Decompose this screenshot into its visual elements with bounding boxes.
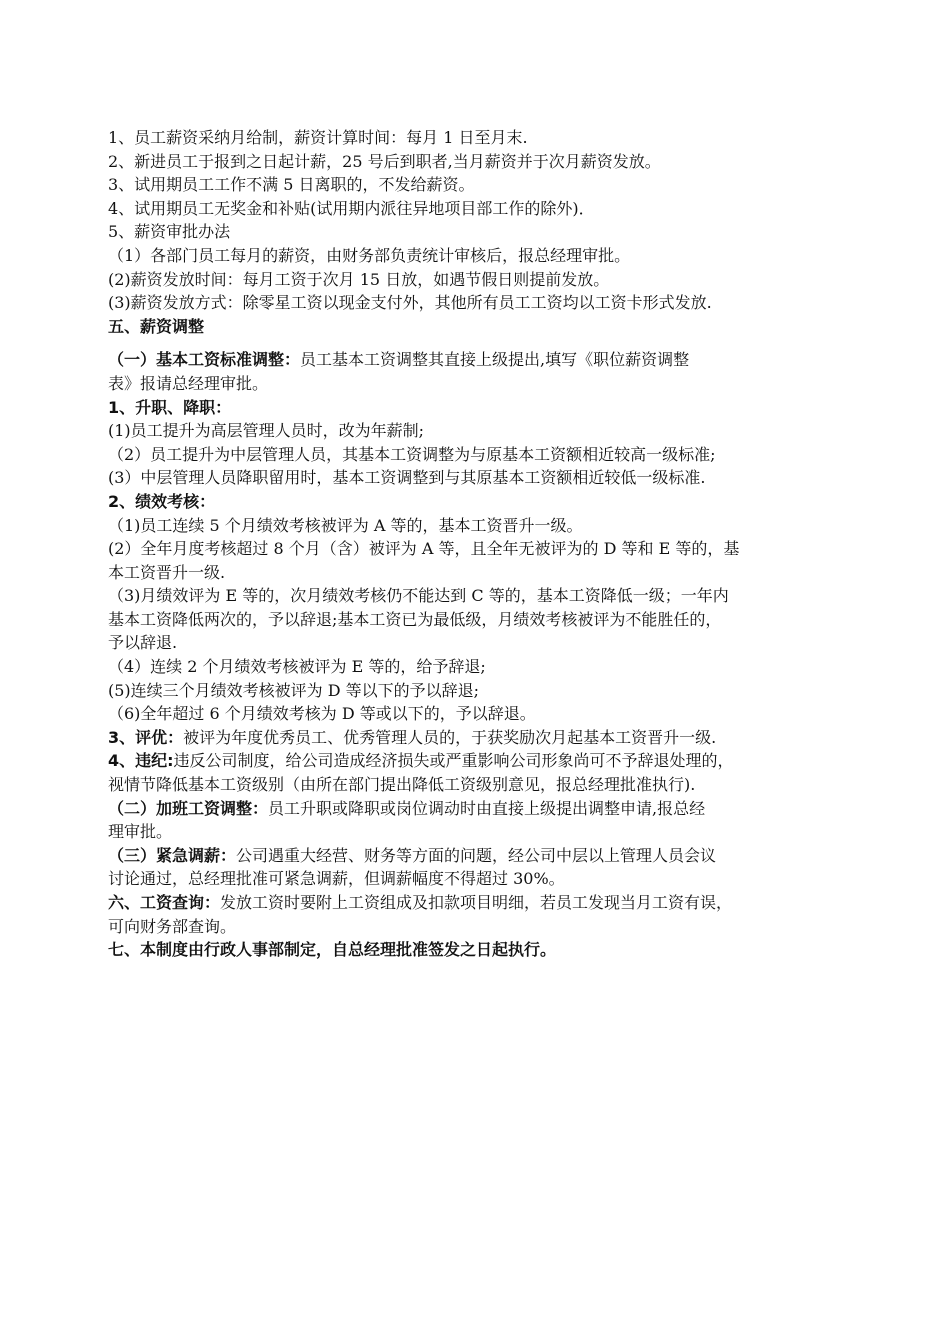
para-probation-bonus: 4、试用期员工无奖金和补贴(试用期内派往异地项目部工作的除外)． [108,198,595,218]
base-salary-adjust-title: （一）基本工资标准调整： [108,350,301,370]
para-promotion-2: （2）员工提升为中层管理人员，其基本工资调整为与原基本工资额相近较高一级标准; [108,444,716,464]
para-performance-5: (5)连续三个月绩效考核被评为 D 等以下的予以辞退; [108,680,480,700]
discipline-text: 违反公司制度，给公司造成经济损失或严重影响公司形象尚可不予辞退处理的， [173,751,734,771]
para-approval-2: (2)薪资发放时间：每月工资于次月 15 日放，如遇节假日则提前发放。 [108,269,610,289]
urgent-adjust-text: 公司遇重大经营、财务等方面的问题，经公司中层以上管理人员会议 [236,845,717,865]
para-promotion-3: (3）中层管理人员降职留用时，基本工资调整到与其原基本工资额相近较低一级标准. [108,468,706,488]
para-performance-4: （4）连续 2 个月绩效考核被评为 E 等的，给予辞退; [108,657,486,677]
para-overtime-adjust [108,797,844,821]
heading-salary-adjustment: 五、薪资调整 [108,316,205,336]
heading-promotion: 1、升职、降职： [108,397,232,417]
para-approval-3: (3)薪资发放方式：除零星工资以现金支付外，其他所有员工工资均以工资卡形式发放. [108,293,712,313]
excellence-text: 被评为年度优秀员工、优秀管理人员的，于获奖励次月起基本工资晋升一级. [183,727,717,747]
para-performance-6: （6)全年超过 6 个月绩效考核为 D 等或以下的，予以辞退。 [108,704,536,724]
salary-inquiry-text: 发放工资时要附上工资组成及扣款项目明细，若员工发现当月工资有误， [220,893,733,912]
urgent-adjust-title: （三）紧急调薪： [108,845,237,865]
document-body [108,126,844,962]
para-performance-3-end: 予以辞退. [108,633,178,653]
para-discipline [108,749,844,773]
para-performance-3-cont: 基本工资降低两次的，予以辞退;基本工资已为最低级，月绩效考核被评为不能胜任的， [108,609,722,629]
para-discipline-cont: 视情节降低基本工资级别（由所在部门提出降低工资级别意见，报总经理批准执行). [108,775,696,795]
para-excellence [108,726,844,750]
para-approval-method: 5、薪资审批办法 [108,222,231,242]
para-urgent-adjust-cont: 讨论通过，总经理批准可紧急调薪，但调薪幅度不得超过 30%。 [108,869,565,889]
para-approval-1: （1）各部门员工每月的薪资，由财务部负责统计审核后，报总经理审批。 [108,245,631,265]
para-salary-monthly: 1、员工薪资采纳月给制，薪资计算时间：每月 1 日至月末. [108,128,528,147]
para-performance-3: （3)月绩效评为 E 等的，次月绩效考核仍不能达到 C 等的，基本工资降低一级；一年内 [108,586,729,606]
heading-performance: 2、绩效考核： [108,491,216,511]
para-promotion-1: (1)员工提升为高层管理人员时，改为年薪制; [108,421,425,441]
para-performance-1: （1)员工连续 5 个月绩效考核被评为 A 等的，基本工资晋升一级。 [108,515,583,535]
salary-inquiry-title: 六、工资查询： [108,893,221,912]
base-salary-adjust-text: 员工基本工资调整其直接上级提出,填写《职位薪资调整 [300,350,690,370]
para-effective-date: 七、本制度由行政人事部制定，自总经理批准签发之日起执行。 [108,940,557,960]
para-urgent-adjust [108,844,844,868]
excellence-title: 3、评优： [108,727,184,747]
para-salary-inquiry [108,891,844,915]
para-performance-2-cont: 本工资晋升一级. [108,562,226,582]
overtime-adjust-title: （二）加班工资调整： [108,798,269,818]
discipline-title: 4、违纪: [108,751,174,771]
para-new-employee: 2、新进员工于报到之日起计薪，25 号后到职者,当月薪资并于次月薪资发放。 [108,151,661,171]
para-base-salary-adjust [108,348,844,372]
overtime-adjust-text: 员工升职或降职或岗位调动时由直接上级提出调整申请,报总经 [268,798,706,818]
para-base-salary-adjust-cont: 表》报请总经理审批。 [108,373,269,393]
para-probation-leave: 3、试用期员工工作不满 5 日离职的，不发给薪资。 [108,175,475,195]
para-overtime-adjust-cont: 理审批。 [108,822,173,842]
para-performance-2: (2）全年月度考核超过 8 个月（含）被评为 A 等，且全年无被评为的 D 等和 E 等的，基 [108,539,740,559]
para-salary-inquiry-cont: 可向财务部查询。 [108,916,237,936]
